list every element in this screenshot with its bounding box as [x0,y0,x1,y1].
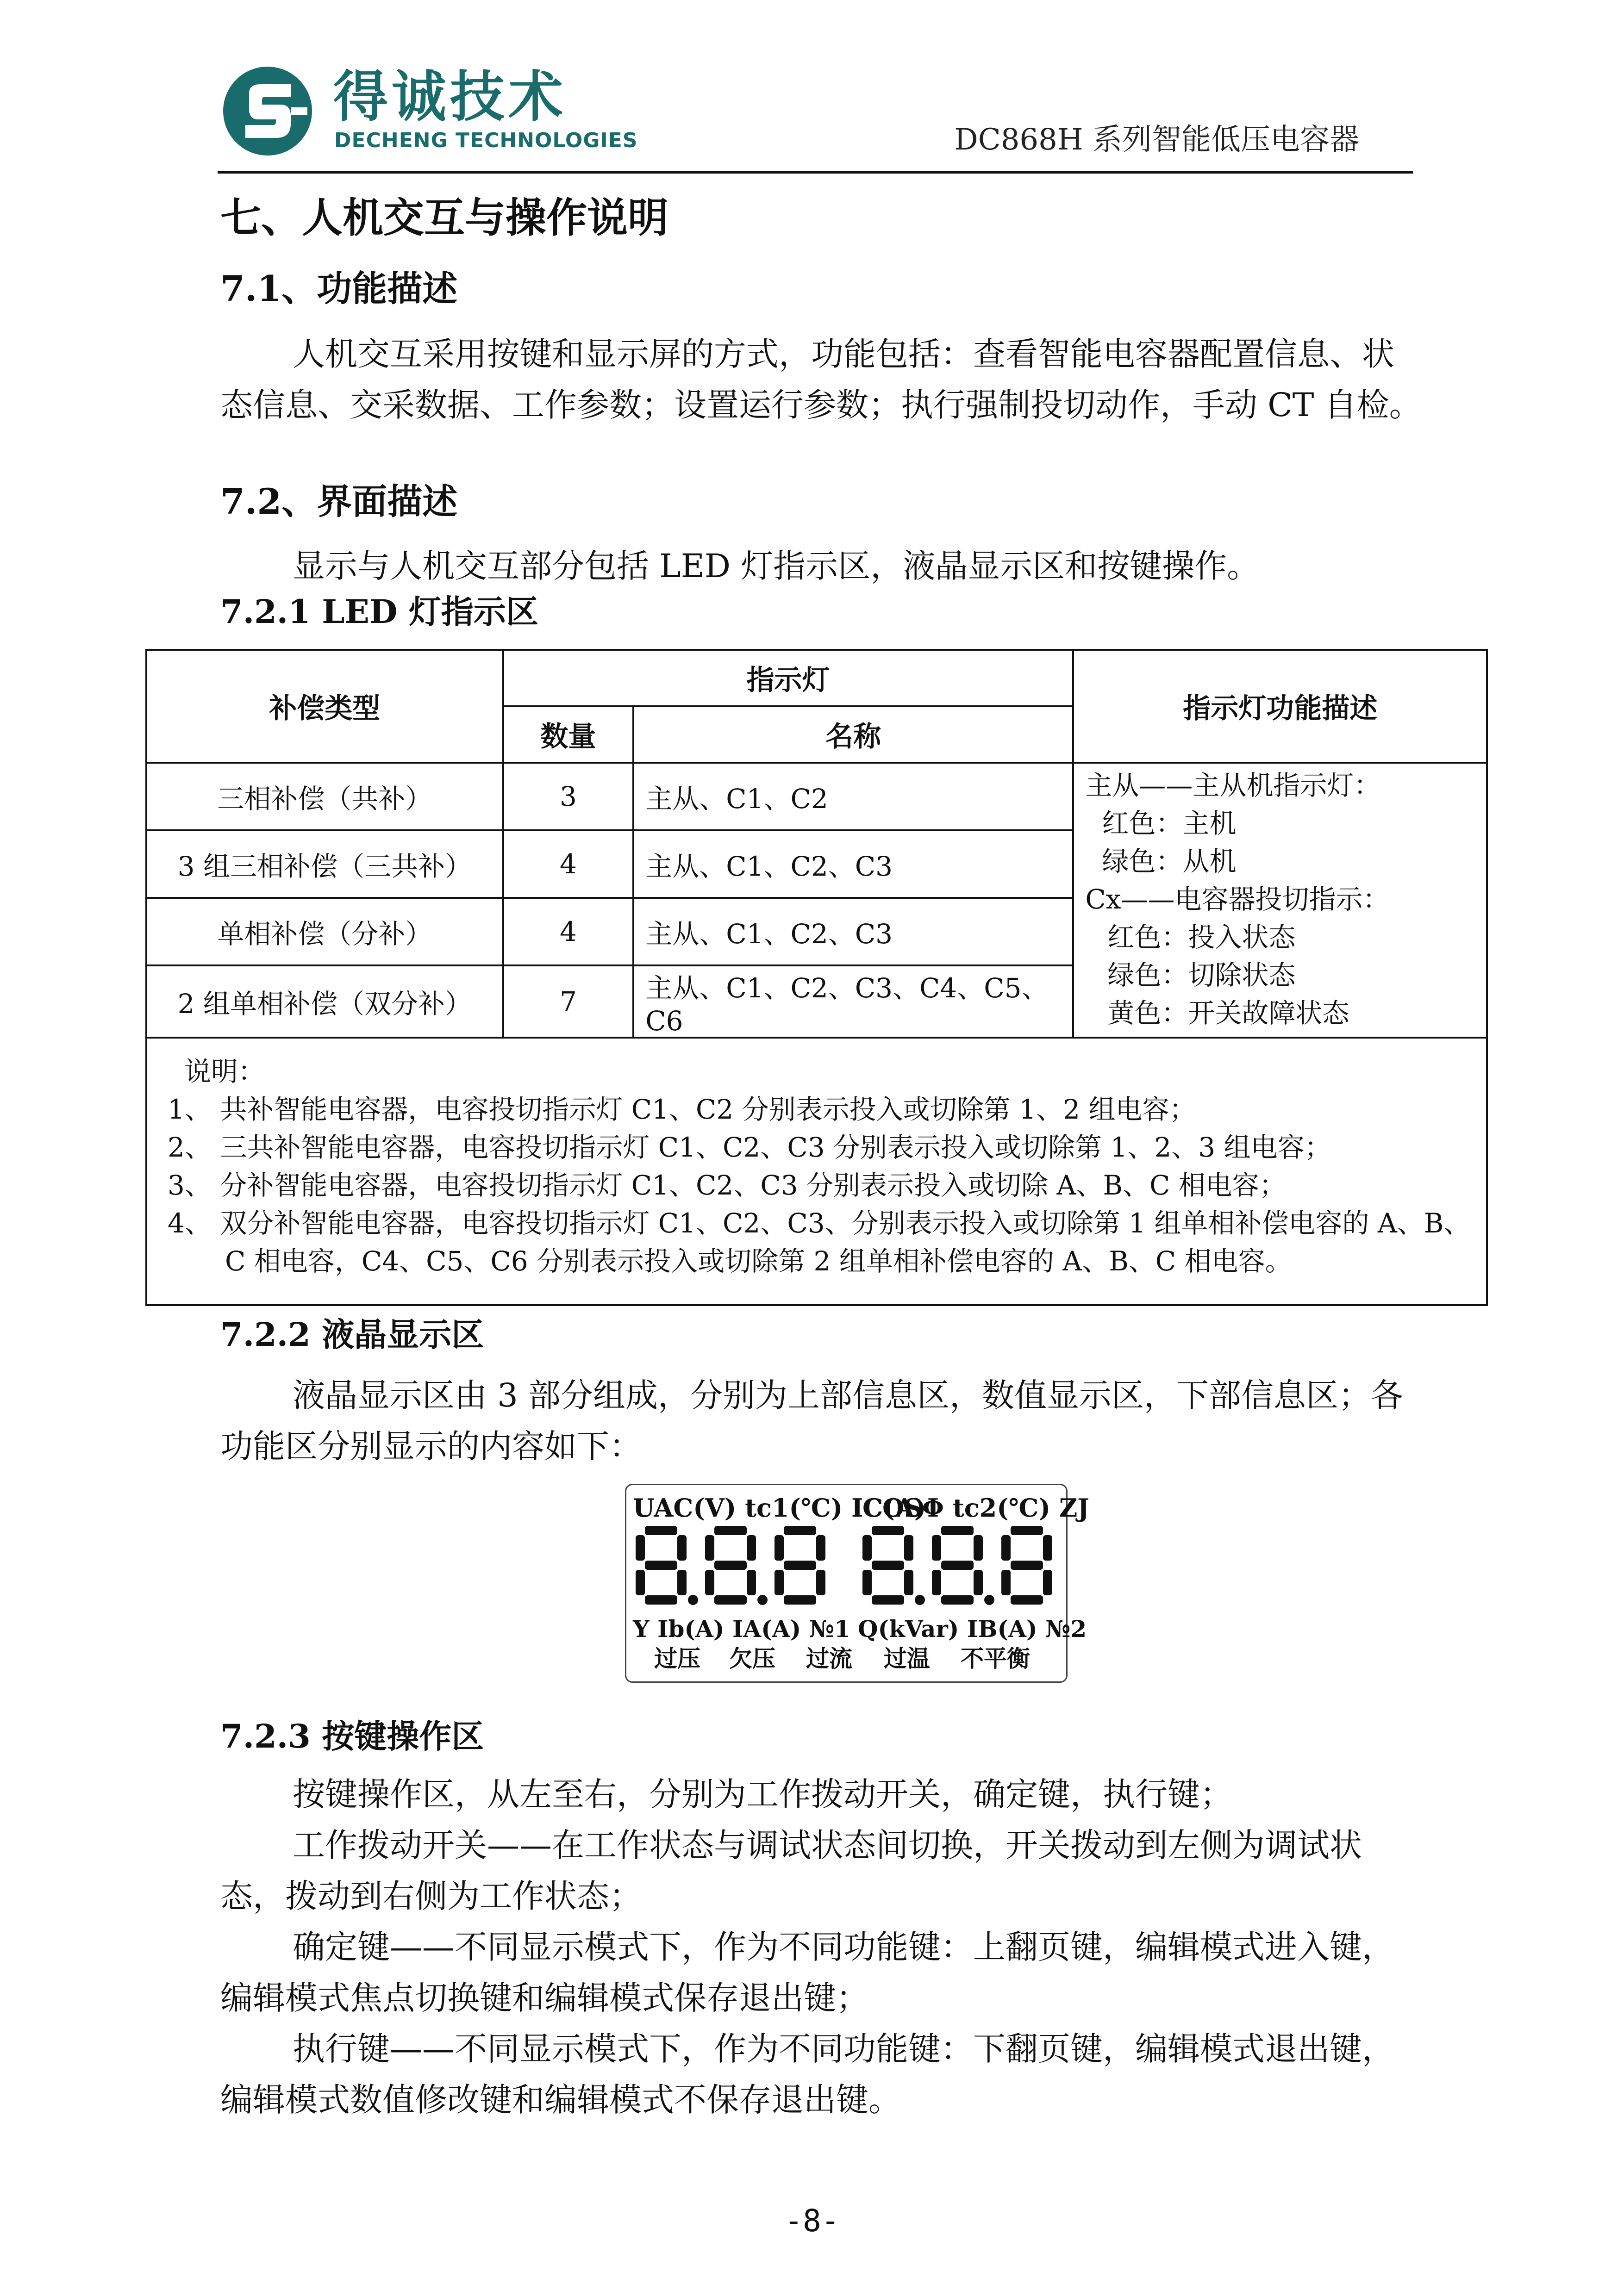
row-name: 主从、C1、C2、C3 [633,898,1073,965]
header-divider [218,171,1413,174]
row-name: 主从、C1、C2、C3、C4、C5、C6 [633,965,1073,1038]
lcd-segment [645,1526,677,1535]
lcd-segment [677,1570,687,1595]
row-name: 主从、C1、C2、C3 [633,830,1073,898]
lcd-top-left-labels: UAC(V) tc1(℃) IC(A) [633,1493,926,1523]
func-line: 绿色：切除状态 [1107,959,1296,991]
table-row [146,763,1487,830]
lcd-segment [974,1535,983,1561]
function-description-cell [1073,763,1487,1038]
row-type: 单相补偿（分补） [146,898,503,965]
lcd-segment [1011,1561,1043,1570]
lcd-segment [747,1535,756,1561]
row-count: 4 [503,830,634,898]
row-count: 3 [503,763,634,830]
lcd-segment [636,1535,645,1561]
func-line: 黄色：开关故障状态 [1107,997,1349,1029]
lcd-decimal-point [688,1595,698,1605]
header-indicator: 指示灯 [503,650,1074,706]
lcd-segment [645,1595,677,1605]
lcd-segment [941,1595,974,1605]
lcd-label-imbalance: 不平衡 [961,1645,1030,1672]
lcd-segment [705,1570,714,1595]
func-line: 主从——主从机指示灯： [1085,770,1381,801]
header-name: 名称 [633,706,1073,763]
row-type: 三相补偿（共补） [146,763,503,830]
lcd-segment [784,1595,816,1605]
lcd-segment [941,1561,974,1570]
lcd-digit-segments [636,1526,1052,1605]
func-line: 红色：主机 [1102,808,1237,839]
subsection-7-2-2-title: 7.2.2 液晶显示区 [220,1315,484,1354]
lcd-segment [974,1570,983,1595]
lcd-segment [1043,1570,1052,1595]
lcd-segment [784,1526,816,1535]
row-type: 2 组单相补偿（双分补） [146,965,503,1038]
row-count: 7 [503,965,634,1038]
lcd-segment [932,1535,941,1561]
lcd-segment [714,1595,747,1605]
lcd-top-right-labels: COSΦ tc2(℃) ZJ [862,1493,1089,1523]
lcd-segment [941,1526,974,1535]
subsection-7-1-paragraph: 人机交互采用按键和显示屏的方式，功能包括：查看智能电容器配置信息、状态信息、交采数据、工作参数；设置运行参数；执行强制投切动作，手动 CT 自检。 [220,335,1422,424]
header-compensation-type: 补偿类型 [146,650,503,763]
lcd-segment [872,1526,904,1535]
lcd-segment [747,1570,756,1595]
lcd-bottom-right-labels: Q(kVar) IB(A) №2 [858,1615,1087,1643]
lcd-label-overvoltage: 过压 [654,1645,700,1672]
logo-chinese-text: 得诚技术 [333,65,567,129]
lcd-segment [1001,1535,1011,1561]
lcd-segment [872,1595,904,1605]
lcd-segment [1011,1526,1043,1535]
note-item: 4、 双分补智能电容器，电容投切指示灯 C1、C2、C3、分别表示投入或切除第 1 组单相补偿电容的 A、B、C 相电容，C4、C5、C6 分别表示投入或切除第 2 组单相补偿电容的 A、B、C 相电容。 [168,1207,1471,1277]
lcd-segment [932,1570,941,1595]
func-line: 绿色：从机 [1102,846,1237,877]
lcd-decimal-point [915,1595,925,1605]
lcd-segment [775,1570,784,1595]
buttons-paragraph-2: 工作拨动开关——在工作状态与调试状态间切换，开关拨动到左侧为调试状态，拨动到右侧为工作状态； [220,1826,1362,1915]
lcd-segment [904,1570,913,1595]
lcd-segment [714,1561,747,1570]
lcd-label-overcurrent: 过流 [806,1645,852,1672]
lcd-decimal-point [984,1595,994,1605]
notes-title: 说明： [184,1056,265,1087]
lcd-decimal-point [757,1595,768,1605]
lcd-segment [677,1535,687,1561]
led-indicator-table [145,649,1488,1306]
company-logo-icon [221,65,314,157]
subsection-7-2-1-title: 7.2.1 LED 灯指示区 [220,592,538,631]
lcd-segment [862,1535,872,1561]
subsection-7-2-title: 7.2、界面描述 [220,481,458,522]
lcd-segment [636,1570,645,1595]
subsection-7-1-title: 7.1、功能描述 [220,268,458,309]
note-item: 1、 共补智能电容器，电容投切指示灯 C1、C2 分别表示投入或切除第 1、2 组电容； [168,1094,1196,1125]
lcd-segment [1043,1535,1052,1561]
subsection-7-2-paragraph: 显示与人机交互部分包括 LED 灯指示区，液晶显示区和按键操作。 [293,547,1260,585]
subsection-7-2-2-paragraph: 液晶显示区由 3 部分组成，分别为上部信息区，数值显示区，下部信息区；各功能区分别显示的内容如下： [220,1376,1404,1465]
buttons-paragraph-4: 执行键——不同显示模式下，作为不同功能键：下翻页键，编辑模式退出键，编辑模式数值修改键和编辑模式不保存退出键。 [220,2030,1394,2119]
lcd-segment [705,1535,714,1561]
func-line: Cx——电容器投切指示： [1085,884,1390,915]
subsection-7-2-3-title: 7.2.3 按键操作区 [220,1717,484,1755]
header-count: 数量 [503,706,634,763]
lcd-segment [1011,1595,1043,1605]
row-type: 3 组三相补偿（三共补） [146,830,503,898]
lcd-segment [775,1535,784,1561]
lcd-segment [784,1561,816,1570]
lcd-segment [816,1570,825,1595]
lcd-label-undervoltage: 欠压 [729,1645,775,1672]
row-name: 主从、C1、C2 [633,763,1073,830]
lcd-display-diagram [625,1484,1089,1683]
table-notes [146,1038,1487,1305]
lcd-segment [872,1561,904,1570]
func-line: 红色：投入状态 [1107,921,1296,953]
lcd-segment [816,1535,825,1561]
lcd-segment [1001,1570,1011,1595]
note-item: 2、 三共补智能电容器，电容投切指示灯 C1、C2、C3 分别表示投入或切除第 1、2、3 组电容； [168,1132,1331,1163]
section-title: 七、人机交互与操作说明 [220,193,669,242]
lcd-segment [645,1561,677,1570]
lcd-label-overtemperature: 过温 [884,1645,930,1672]
buttons-paragraph-3: 确定键——不同显示模式下，作为不同功能键：上翻页键，编辑模式进入键，编辑模式焦点切换键和编辑模式保存退出键； [220,1928,1394,2017]
document-title: DC868H 系列智能低压电容器 [954,123,1359,157]
note-item: 3、 分补智能电容器，电容投切指示灯 C1、C2、C3 分别表示投入或切除 A、B、C 相电容； [168,1170,1286,1201]
row-count: 4 [503,898,634,965]
lcd-segment [862,1570,872,1595]
lcd-segment [904,1535,913,1561]
page-number: -8- [784,2203,840,2239]
buttons-paragraph-1: 按键操作区，从左至右，分别为工作拨动开关，确定键，执行键； [293,1775,1232,1813]
lcd-bottom-left-labels: Y Ib(A) IA(A) №1 [633,1615,850,1643]
lcd-segment [714,1526,747,1535]
logo-english-text: DECHENG TECHNOLOGIES [334,129,638,152]
header-function-description: 指示灯功能描述 [1073,650,1487,763]
